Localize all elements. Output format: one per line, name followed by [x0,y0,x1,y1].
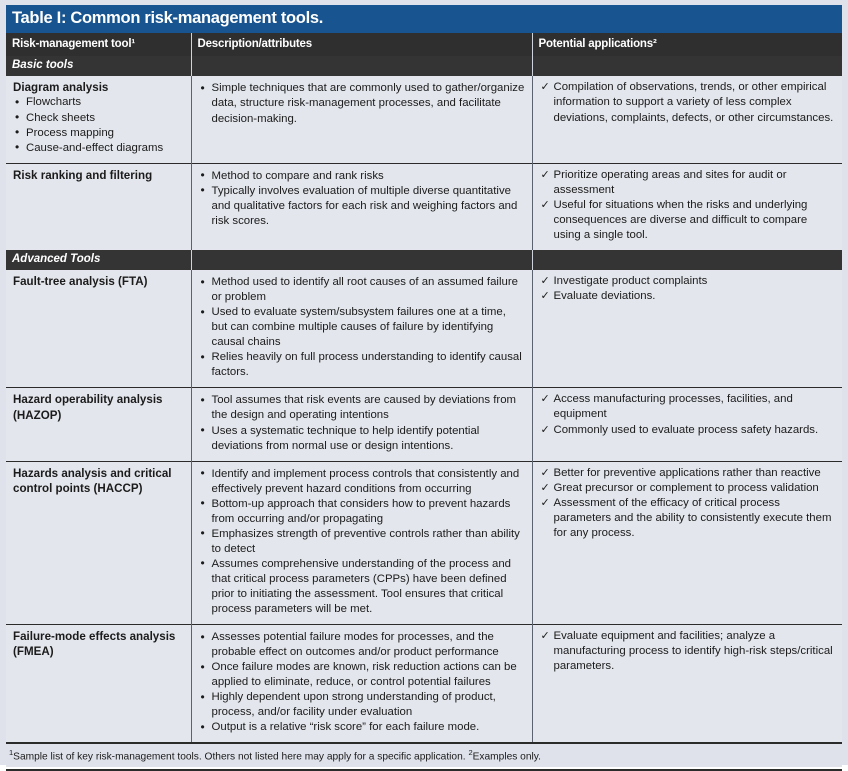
list-item: • Relies heavily on full process understanding to identify causal factors. [199,350,525,380]
table-row [6,388,842,461]
table-row [6,270,842,388]
cell-tool [6,270,191,388]
applications-list [540,466,836,541]
applications-list [540,392,836,437]
section-label-advanced-tools: Advanced Tools [6,250,191,270]
list-item: • Assumes comprehensive understanding of the process and that critical process parameters (CPPs) have been defined prior to initiating the assessment. Tool ensures that critical process parameters will be met. [199,557,525,617]
table-row [6,163,842,250]
list-item: • Typically involves evaluation of multiple diverse quantitative and qualitative factors for each risk and weighing factors and risk scores. [199,184,525,229]
tool-name: Risk ranking and filtering [13,168,153,182]
list-item: • Identify and implement process controls that consistently and effectively prevent hazard conditions from occurring [199,467,525,497]
list-item: ✓ Assessment of the efficacy of critical process parameters and the ability to consistently execute them for any process. [540,496,836,541]
list-item: ✓ Evaluate deviations. [540,289,836,304]
table-footnote [6,743,842,766]
tool-name: Failure-mode effects analysis (FMEA) [13,630,176,659]
cell-applications [532,461,842,624]
description-list [199,393,525,453]
list-item: ✓ Evaluate equipment and facilities; analyze a manufacturing process to identify high-risk steps/critical parameters. [540,629,836,674]
applications-list [540,629,836,674]
section-label-basic-tools: Basic tools [6,56,191,76]
list-item: • Flowcharts [13,95,184,110]
cell-tool [6,388,191,461]
list-item: ✓ Useful for situations when the risks and underlying consequences are diverse and difficult to compare using a single tool. [540,198,836,243]
risk-management-tools-table [6,5,842,767]
cell-tool [6,625,191,744]
cell-description [191,270,532,388]
list-item: ✓ Access manufacturing processes, facilities, and equipment [540,392,836,422]
cell-tool [6,76,191,163]
applications-list [540,168,836,243]
cell-applications [532,270,842,388]
cell-description [191,163,532,250]
list-item: • Once failure modes are known, risk reduction actions can be applied to eliminate, reduce, or control potential failures [199,660,525,690]
table-row [6,461,842,624]
applications-list [540,274,836,304]
footnote-marker-1: 1 [9,748,14,758]
section-spacer-basic-applications [532,56,842,76]
list-item: • Highly dependent upon strong understanding of product, process, and/or facility under evaluation [199,690,525,720]
applications-list [540,80,836,125]
table-footnote-row [6,743,842,766]
table-title: Table I: Common risk-management tools. [6,5,842,33]
description-list [199,81,525,126]
list-item: • Uses a systematic technique to help identify potential deviations from normal use or design intentions. [199,424,525,454]
cell-description [191,461,532,624]
table-title-row [6,5,842,33]
list-item: • Method used to identify all root causes of an assumed failure or problem [199,275,525,305]
description-list [199,467,525,617]
section-spacer-advanced-applications [532,250,842,270]
cell-tool [6,163,191,250]
list-item: • Bottom-up approach that considers how to prevent hazards from occurring and/or propagating [199,497,525,527]
footnote-text-1: Sample list of key risk-management tools. Others not listed here may apply for a specific application. [13,751,466,763]
list-item: • Cause-and-effect diagrams [13,141,184,156]
column-header-tool: Risk-management tool¹ [6,33,191,56]
footnote-text-2: Examples only. [472,751,541,763]
section-header-advanced-tools [6,250,842,270]
list-item: ✓ Prioritize operating areas and sites for audit or assessment [540,168,836,198]
cell-description [191,76,532,163]
list-item: ✓ Compilation of observations, trends, or other empirical information to support a variety of less complex deviations, complaints, defects, or other circumstances. [540,80,836,125]
table-header-row [6,33,842,56]
list-item: ✓ Investigate product complaints [540,274,836,289]
list-item: ✓ Great precursor or complement to process validation [540,481,836,496]
list-item: ✓ Better for preventive applications rather than reactive [540,466,836,481]
list-item: • Assesses potential failure modes for processes, and the probable effect on outcomes and/or product performance [199,630,525,660]
section-spacer-basic-description [191,56,532,76]
tool-name: Hazard operability analysis (HAZOP) [13,393,163,422]
cell-description [191,388,532,461]
table-row [6,76,842,163]
cell-applications [532,163,842,250]
description-list [199,169,525,229]
tool-name: Hazards analysis and critical control points (HACCP) [13,466,172,495]
list-item: • Check sheets [13,111,184,126]
cell-tool [6,461,191,624]
column-header-applications: Potential applications² [532,33,842,56]
list-item: • Method to compare and rank risks [199,169,525,184]
table-row [6,625,842,744]
description-list [199,630,525,735]
tool-sublist [13,95,184,155]
cell-description [191,625,532,744]
list-item: • Simple techniques that are commonly used to gather/organize data, structure risk-management processes, and facilitate decision-making. [199,81,525,126]
list-item: • Process mapping [13,126,184,141]
footnote-marker-2: 2 [468,748,473,758]
column-header-description: Description/attributes [191,33,532,56]
section-spacer-advanced-description [191,250,532,270]
cell-applications [532,76,842,163]
list-item: ✓ Commonly used to evaluate process safety hazards. [540,423,836,438]
bottom-rule [6,769,842,771]
tool-name: Fault-tree analysis (FTA) [13,275,148,289]
list-item: • Output is a relative “risk score” for each failure mode. [199,720,525,735]
tool-name: Diagram analysis [13,81,109,95]
description-list [199,275,525,380]
cell-applications [532,388,842,461]
list-item: • Emphasizes strength of preventive controls rather than ability to detect [199,527,525,557]
section-header-basic-tools [6,56,842,76]
list-item: • Tool assumes that risk events are caused by deviations from the design and operating intentions [199,393,525,423]
cell-applications [532,625,842,744]
list-item: • Used to evaluate system/subsystem failures one at a time, but can combine multiple causes of failure by identifying causal chains [199,305,525,350]
